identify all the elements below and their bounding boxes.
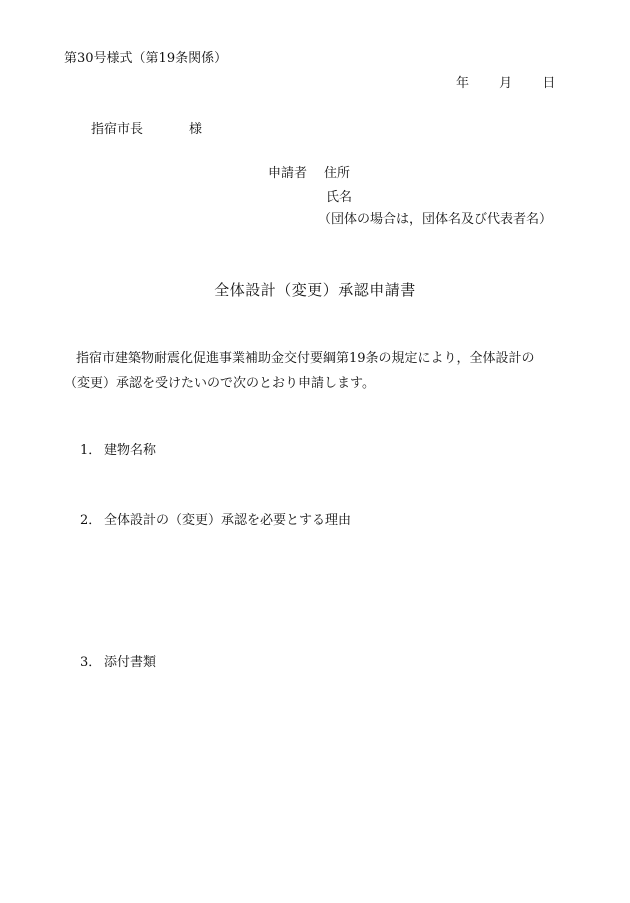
addressee-name: 指宿市長: [91, 122, 144, 137]
applicant-name-label: 氏名: [326, 190, 353, 205]
item-attachments: [80, 656, 156, 669]
body-text-line-2: （変更）承認を受けたいので次のとおり申請します。: [64, 376, 375, 391]
body-text-line-1: 指宿市建築物耐震化促進事業補助金交付要綱第19条の規定により，全体設計の: [76, 351, 535, 366]
item-label: 建物名称: [104, 443, 157, 458]
addressee-honorific: 様: [189, 122, 203, 137]
applicant-label: 申請者: [268, 166, 308, 181]
item-number: 3．: [80, 655, 102, 670]
applicant-address-label: 住所: [324, 166, 351, 181]
form-number: 第30号様式（第19条関係）: [64, 51, 228, 66]
date-year-label: 年: [456, 76, 470, 91]
item-number: 1．: [80, 443, 102, 458]
item-label: 全体設計の（変更）承認を必要とする理由: [104, 513, 352, 528]
item-label: 添付書類: [104, 655, 157, 670]
item-number: 2．: [80, 513, 102, 528]
document-title: 全体設計（変更）承認申請書: [214, 281, 416, 299]
date-month-label: 月: [499, 76, 513, 91]
item-building-name: [80, 444, 156, 457]
date-line: [456, 77, 555, 90]
addressee: [91, 123, 202, 136]
applicant-note: （団体の場合は，団体名及び代表者名）: [318, 212, 553, 227]
applicant-address-row: [268, 167, 350, 180]
item-approval-reason: [80, 514, 351, 527]
date-day-label: 日: [542, 76, 556, 91]
